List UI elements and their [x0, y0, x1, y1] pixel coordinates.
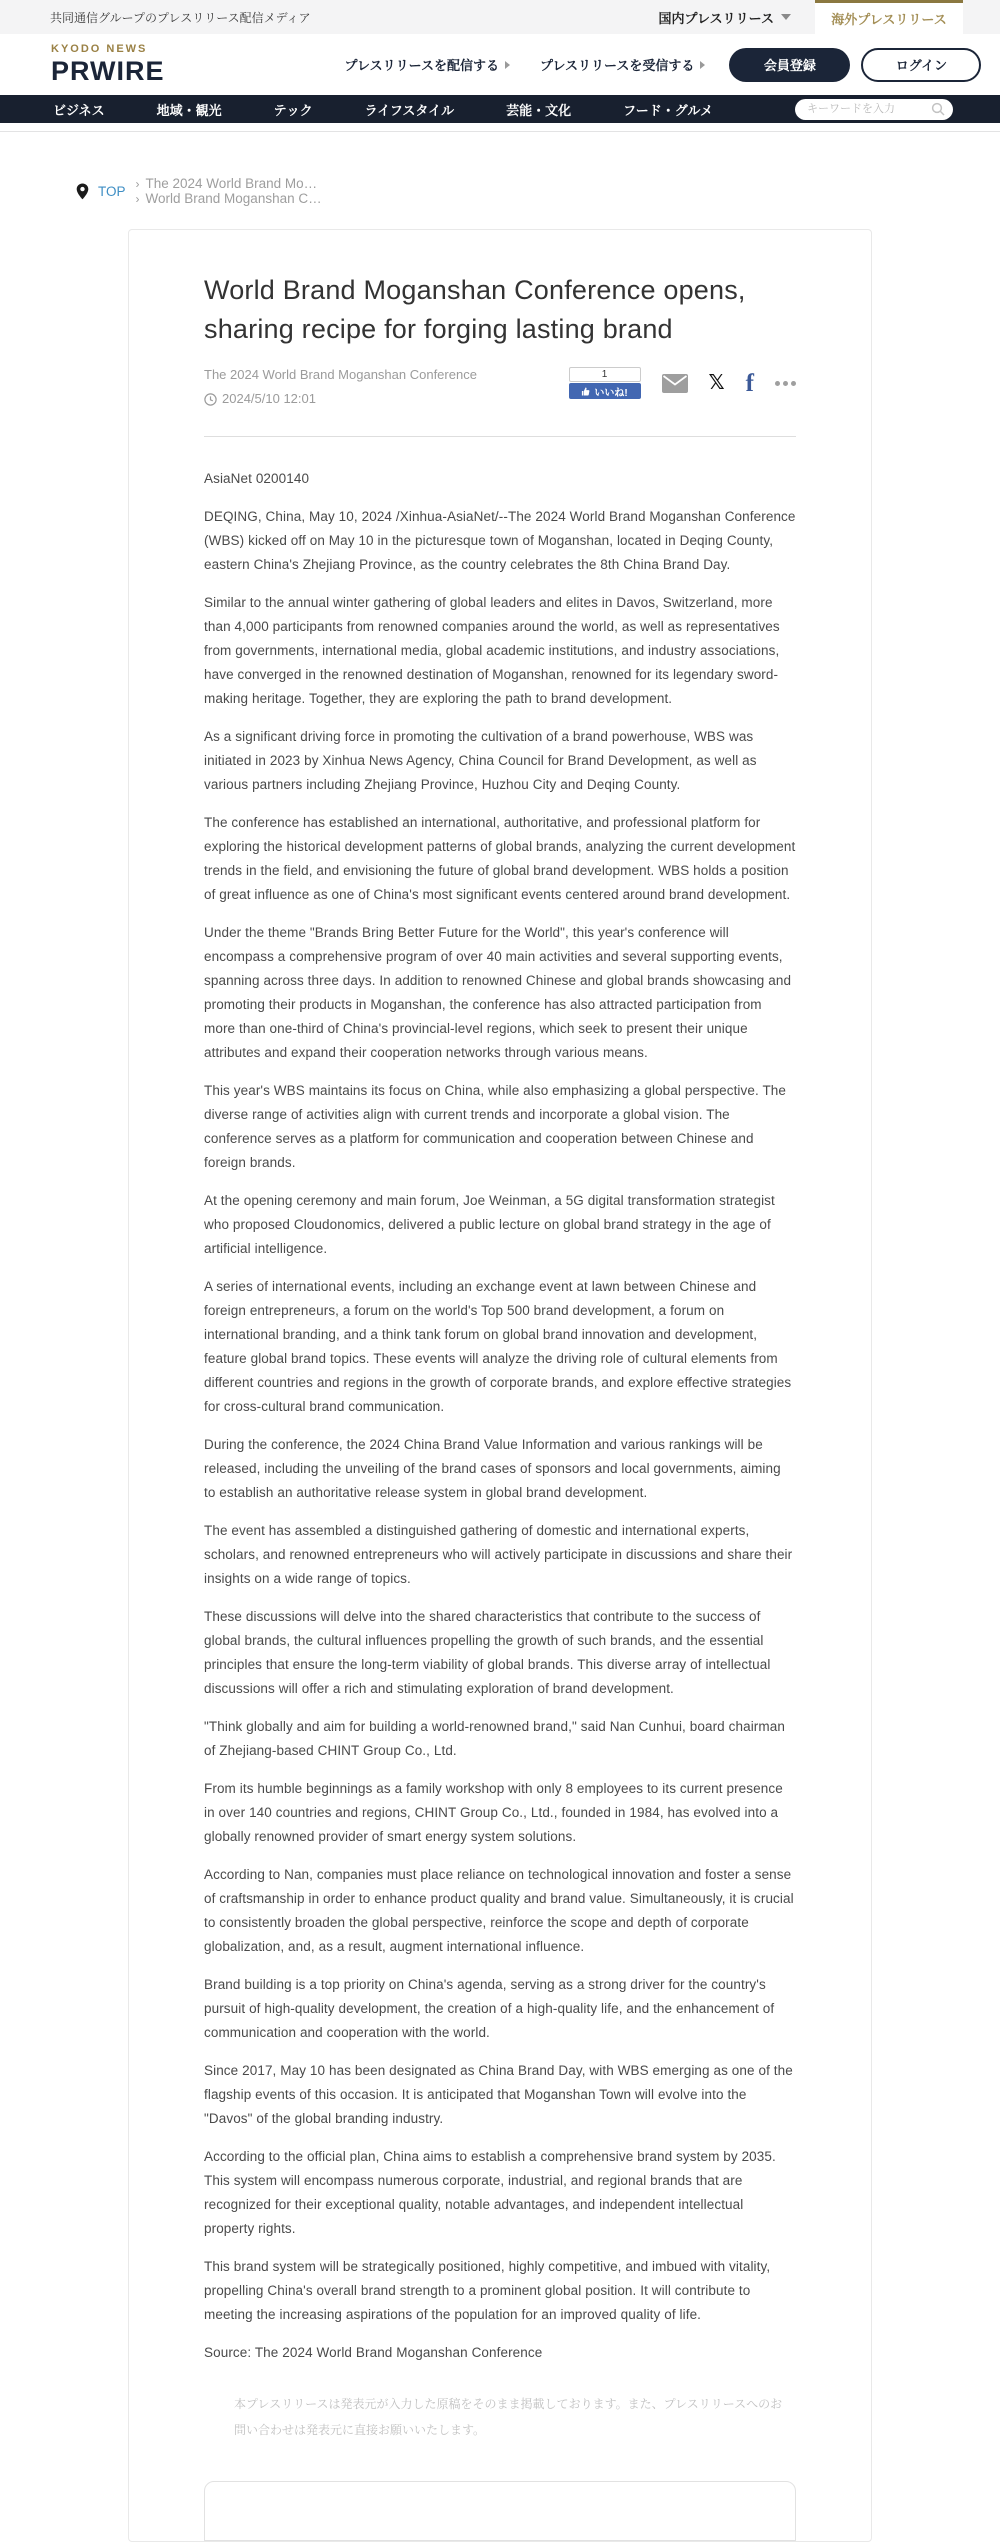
article-paragraph: A series of international events, including an exchange event at lawn between Chinese and foreign entrepreneurs, a forum on the world's Top 500 brand development, a forum on international branding, and a think tank forum on global brand innovation and development, feature global brand topics. These events will analyze the driving role of cultural elements from different countries and regions in the growth of corporate brands, and explore effective strategies for cross-cultural brand communication.	[204, 1278, 792, 1414]
tab-overseas-label: 海外プレスリリース	[831, 12, 947, 27]
thumbs-up-icon	[581, 387, 590, 396]
breadcrumb-item	[126, 191, 322, 206]
header-buttons	[729, 48, 981, 82]
breadcrumb-item-link[interactable]: The 2024 World Brand Mo…	[145, 176, 318, 191]
nav-category-item[interactable]: ビジネス	[53, 102, 105, 118]
site-logo[interactable]	[51, 44, 165, 85]
article-paragraph: According to the official plan, China aims to establish a comprehensive brand system by 2035. This system will encompass numerous corporate, industrial, and regional brands that are recognized for their exceptional quality, notable advantages, and independent intellectual property rights.	[204, 2148, 776, 2236]
more-share-options-icon[interactable]	[775, 381, 796, 386]
article-card	[128, 229, 872, 2542]
breadcrumb-item	[126, 176, 322, 191]
nav-category-item[interactable]: テック	[273, 102, 313, 118]
article-datetime: 2024/5/10 12:01	[222, 391, 316, 407]
article-title: World Brand Moganshan Conference opens, sharing recipe for forging lasting brand	[204, 275, 746, 345]
breadcrumb-separator: ›	[135, 191, 140, 206]
x-twitter-share-icon[interactable]: 𝕏	[708, 372, 725, 395]
signup-button[interactable]: 会員登録	[729, 48, 850, 82]
like-button-label: いいね!	[594, 387, 628, 399]
article-paragraph: "Think globally and aim for building a world-renowned brand," said Nan Cunhui, board chairman of Zhejiang-based CHINT Group Co., Ltd.	[204, 1718, 785, 1758]
article-paragraph: As a significant driving force in promoting the cultivation of a brand powerhouse, WBS was initiated in 2023 by Xinhua News Agency, China Council for Brand Development, as well as various partners including Zhejiang Province, Huzhou City and Deqing County.	[204, 728, 757, 792]
header-divider	[0, 131, 1000, 132]
article-paragraph: The conference has established an international, authoritative, and professional platform for exploring the historical development patterns of global brands, analyzing the current development trends in the field, and envisioning the future of global brand development. WBS holds a position of great influence as one of China's most significant events centered around brand development.	[204, 814, 796, 902]
article-paragraph: Similar to the annual winter gathering of global leaders and elites in Davos, Switzerland, more than 4,000 participants from renowned companies around the world, as well as representatives from governments, international media, global academic institutions, and industry associations, have converged in the renowned destination of Moganshan, renowned for its legendary sword-making heritage. Together, they are exploring the path to brand development.	[204, 594, 780, 706]
related-section-card	[204, 2481, 796, 2541]
article-paragraph: These discussions will delve into the shared characteristics that contribute to the success of global brands, the cultural influences propelling the growth of such brands, and the essential principles that ensure the long-term viability of global brands. This diverse array of intellectual discussions will offer a rich and stimulating exploration of brand development.	[204, 1608, 771, 1696]
breadcrumb-separator: ›	[135, 176, 140, 191]
tab-domestic-label: 国内プレスリリース	[658, 10, 774, 26]
article-header-divider	[204, 436, 796, 437]
logo-kyodo-news: KYODO NEWS	[51, 43, 148, 55]
article-paragraph: This year's WBS maintains its focus on China, while also emphasizing a global perspective. The diverse range of activities align with current trends and incorporate a global vision. The conference serves as a platform for communication and cooperation between Chinese and foreign brands.	[204, 1082, 787, 1170]
topbar-tabs	[659, 0, 1000, 34]
article-paragraph: According to Nan, companies must place reliance on technological innovation and foster a sense of craftsmanship in order to enhance product quality and brand value. Simultaneously, it is crucial to consistently broaden the global perspective, reinforce the scope and depth of corporate globalization, and, as a result, augment international influence.	[204, 1866, 794, 1954]
like-button[interactable]	[569, 383, 641, 399]
breadcrumb-item-link[interactable]: World Brand Moganshan C…	[145, 191, 322, 206]
logo-prwire: PRWIRE	[51, 56, 165, 86]
article-paragraph: This brand system will be strategically positioned, highly competitive, and imbued with vitality, propelling China's overall brand strength to a prominent global position. It will contribute to meeting the increasing aspirations of the population for an improved quality of life.	[204, 2258, 771, 2322]
arrow-right-icon	[700, 61, 705, 69]
category-nav-items	[53, 100, 765, 119]
email-share-icon[interactable]	[662, 374, 688, 393]
share-buttons	[569, 365, 796, 399]
search-input[interactable]	[807, 103, 925, 115]
nav-category-item[interactable]: ライフスタイル	[364, 102, 455, 118]
arrow-right-icon	[505, 61, 510, 69]
tab-overseas-press-release[interactable]	[815, 0, 963, 34]
site-header	[0, 34, 1000, 95]
header-links	[345, 55, 706, 74]
article-source-name: The 2024 World Brand Moganshan Conference	[204, 367, 477, 383]
like-count: 1	[569, 367, 641, 382]
facebook-like-widget[interactable]	[569, 367, 641, 399]
link-distribute-press-release[interactable]	[345, 55, 510, 74]
article-meta	[204, 365, 477, 410]
location-pin-icon	[76, 183, 89, 200]
breadcrumb-items	[126, 176, 322, 206]
category-nav	[0, 95, 1000, 123]
nav-category-item[interactable]: フード・グルメ	[623, 102, 713, 118]
press-release-disclaimer: 本プレスリリースは発表元が入力した原稿をそのまま掲載しております。また、プレスリリースへのお問い合わせは発表元に直接お願いいたします。	[234, 2396, 783, 2437]
breadcrumb-top-link[interactable]: TOP	[98, 183, 126, 199]
article-paragraph: From its humble beginnings as a family workshop with only 8 employees to its current presence in over 140 countries and regions, CHINT Group Co., Ltd., founded in 1984, has evolved into a globally renowned provider of smart energy system solutions.	[204, 1780, 783, 1844]
site-tagline: 共同通信グループのプレスリリース配信メディア	[50, 10, 311, 25]
article-paragraph: Source: The 2024 World Brand Moganshan Conference	[204, 2344, 543, 2360]
article-paragraph: At the opening ceremony and main forum, Joe Weinman, a 5G digital transformation strategist who proposed Cloudonomics, delivered a public lecture on global brand strategy in the age of artificial intelligence.	[204, 1192, 775, 1256]
link-distribute-label: プレスリリースを配信する	[344, 58, 499, 73]
article-paragraph: Since 2017, May 10 has been designated as China Brand Day, with WBS emerging as one of the flagship events of this occasion. It is anticipated that Moganshan Town will evolve into the "Davos" of the global branding industry.	[204, 2062, 793, 2126]
article-meta-row	[204, 365, 796, 410]
link-receive-press-release[interactable]	[540, 55, 705, 74]
article-paragraph: During the conference, the 2024 China Brand Value Information and various rankings will be released, including the unveiling of the brand cases of sponsors and local governments, aiming to establish an authoritative release system in global brand development.	[204, 1436, 781, 1500]
article-paragraph: Under the theme "Brands Bring Better Future for the World", this year's conference will encompass a comprehensive program of over 40 main activities and several supporting events, spanning across three days. In addition to renowned Chinese and global brands showcasing and promoting their products in Moganshan, the conference has also attracted participation from more than one-third of China's provincial-level regions, which seek to present their unique attributes and expand their cooperation networks through various means.	[204, 924, 792, 1060]
chevron-down-icon	[781, 14, 791, 20]
article-paragraph: DEQING, China, May 10, 2024 /Xinhua-AsiaNet/--The 2024 World Brand Moganshan Conference (WBS) kicked off on May 10 in the picturesque town of Moganshan, located in Deqing County, eastern China's Zhejiang Province, as the country celebrates the 8th China Brand Day.	[204, 508, 796, 572]
breadcrumb	[76, 176, 1000, 206]
search-box[interactable]	[795, 99, 953, 120]
article-paragraph: AsiaNet 0200140	[204, 470, 310, 486]
article-body	[204, 467, 796, 2365]
login-button[interactable]: ログイン	[861, 48, 981, 82]
facebook-share-icon[interactable]: f	[745, 369, 754, 397]
top-utility-bar	[0, 0, 1000, 34]
article-datetime-row	[204, 389, 477, 410]
article-paragraph: Brand building is a top priority on China's agenda, serving as a strong driver for the country's pursuit of high-quality development, the creation of a high-quality life, and the enhancement of communication and cooperation with the world.	[204, 1976, 775, 2040]
nav-category-item[interactable]: 地域・観光	[156, 102, 222, 118]
nav-category-item[interactable]: 芸能・文化	[506, 102, 572, 118]
search-icon[interactable]	[931, 102, 945, 116]
clock-icon	[204, 393, 217, 406]
tab-domestic-press-release[interactable]	[659, 8, 791, 27]
article-paragraph: The event has assembled a distinguished gathering of domestic and international experts, scholars, and renowned entrepreneurs who will actively participate in discussions and share their insights on a wide range of topics.	[204, 1522, 793, 1586]
link-receive-label: プレスリリースを受信する	[539, 58, 695, 73]
